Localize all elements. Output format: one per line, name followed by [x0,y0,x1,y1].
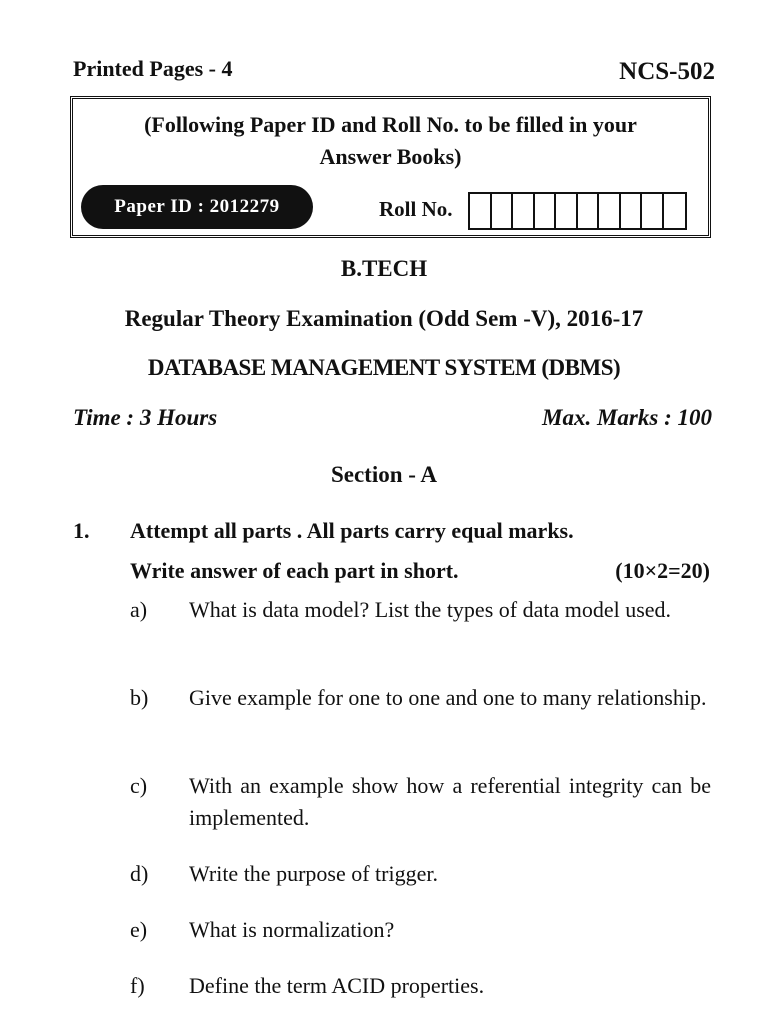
fill-instruction [73,109,708,173]
part-text: Define the term ACID properties. [189,973,485,998]
time-allowed: Time : 3 Hours [73,405,218,430]
part-text: What is data model? List the types of data model used. [189,597,672,622]
roll-no-cell [513,194,535,228]
roll-no-cell [578,194,600,228]
section-heading: Section - A [330,462,438,487]
paper-code: NCS-502 [619,58,715,85]
part-label: c) [130,773,148,798]
paper-id-badge: Paper ID : 2012279 [81,185,313,229]
roll-no-cell [621,194,643,228]
roll-no-label: Roll No. [379,197,453,221]
part-label: a) [130,597,148,622]
printed-pages: Printed Pages - 4 [73,56,233,81]
course-title: B.TECH [340,256,428,281]
roll-no-cell [664,194,686,228]
subject-title: DATABASE MANAGEMENT SYSTEM (DBMS) [147,355,621,380]
part-label: f) [130,973,145,998]
paper-id-box [70,96,711,238]
fill-instruction-line-2: Answer Books) [319,144,462,169]
roll-no-cell [470,194,492,228]
part-text: Write the purpose of trigger. [189,861,438,886]
part-label: d) [130,861,149,886]
question-number: 1. [73,518,90,543]
question-instruction-2: Write answer of each part in short. [130,558,459,583]
fill-instruction-line-1: (Following Paper ID and Roll No. to be filled in your [144,112,637,137]
question-marks: (10×2=20) [615,558,710,583]
exam-title: Regular Theory Examination (Odd Sem -V), 2016-17 [124,306,644,331]
part-text: Give example for one to one and one to many relationship. [189,685,707,710]
part-text: What is normalization? [189,917,395,942]
roll-no-cell [492,194,514,228]
part-label: e) [130,917,148,942]
roll-no-cell [556,194,578,228]
part-label: b) [130,685,149,710]
question-instruction: Attempt all parts . All parts carry equal marks. [130,518,574,543]
roll-no-cell [535,194,557,228]
roll-no-cell [642,194,664,228]
part-text: With an example show how a referential integrity can be implemented. [189,773,711,830]
roll-no-cell [599,194,621,228]
roll-no-boxes [468,192,687,230]
max-marks: Max. Marks : 100 [542,405,712,430]
